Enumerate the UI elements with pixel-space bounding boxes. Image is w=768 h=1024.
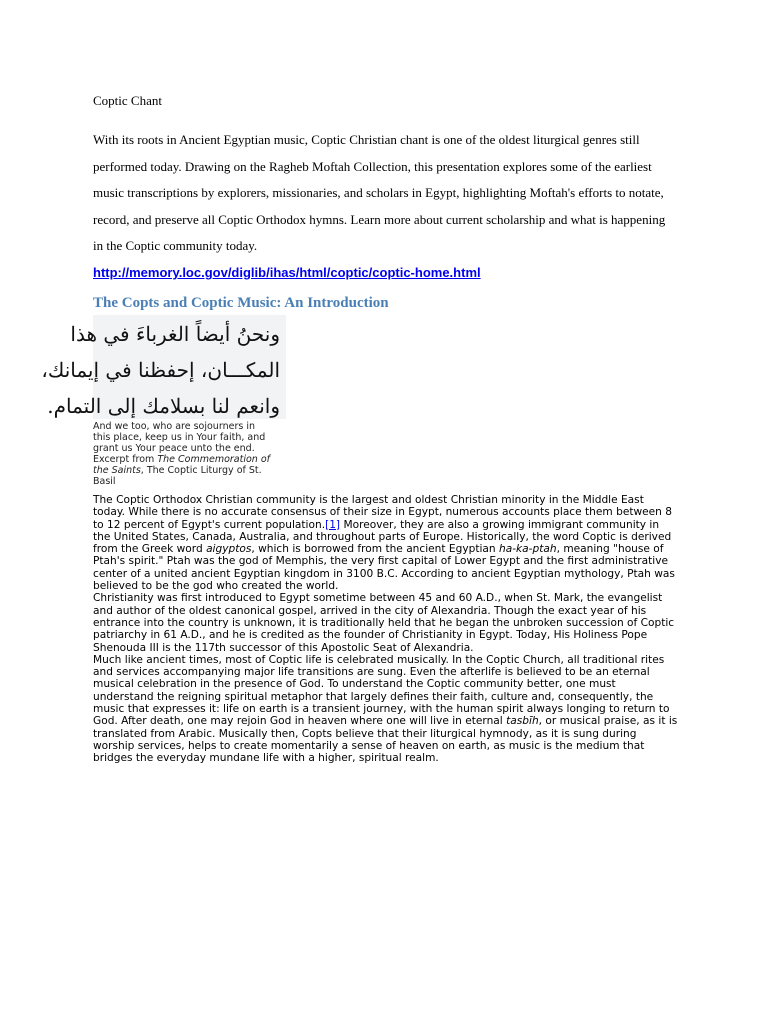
caption-text-1: And we too, who are sojourners in this place, keep us in Your faith, and grant us Your peace unto the end. Excerpt from [93, 421, 266, 465]
term-ha-ka-ptah: ha-ka-ptah [499, 543, 557, 556]
coptic-home-link[interactable]: http://memory.loc.gov/diglib/ihas/html/coptic/coptic-home.html [93, 265, 481, 280]
arabic-calligraphy-image [41, 315, 286, 419]
intro-paragraph: With its roots in Ancient Egyptian music, Coptic Christian chant is one of the oldest liturgical genres still performed today. Drawing on the Ragheb Moftah Collection, this presentation explores some of the earliest music transcriptions by explorers, missionaries, and scholars in Egypt, highlighting Moftah's efforts to notate, record, and preserve all Coptic Orthodox hymns. Learn more about current scholarship and what is happening in the Coptic community today. [93, 132, 666, 253]
p1-text-a: The Coptic Orthodox Christian community is the largest and oldest Christian minority in the Middle East today. While there is no accurate consensus of their size in Egypt, numerous accounts place them between 8 to 12 percent of Egypt's current population. [93, 494, 673, 531]
p1-text-b: Moreover, they are also a growing immigrant community in the United States, Canada, Australia, and throughout parts of Europe. Historically, the word Coptic is derived from the Greek word [93, 518, 672, 556]
body-text [93, 494, 678, 765]
p1-text-d: , meaning "house of Ptah's spirit." Ptah was the god of Memphis, the very first capital of Lower Egypt and the first administrative center of a united ancient Egyptian kingdom in 3100 B.C. According to ancient Egyptian mythology, Ptah was believed to be the god who created the world. [93, 543, 675, 593]
arabic-line-3: وانعم لنا بسلامك إلى التمام. [47, 394, 280, 418]
body-paragraph-1 [93, 494, 678, 592]
body-paragraph-3 [93, 654, 678, 765]
body-paragraph-2: Christianity was first introduced to Egypt sometime between 45 and 60 A.D., when St. Mark, the evangelist and author of the oldest canonical gospel, arrived in the city of Alexandria. Though the exact year of his entrance into the country is unknown, it is traditionally held that he began the unbroken succession of Coptic patriarchy in 61 A.D., and he is credited as the founder of Christianity in Egypt. Today, His Holiness Pope Shenouda III is the 117th successor of this Apostolic Seat of Alexandria. [93, 592, 675, 654]
arabic-line-1: ونحنُ أيضاً الغرباءَ في هذا [70, 322, 280, 346]
p1-text-c: , which is borrowed from the ancient Egyptian [251, 543, 500, 556]
p3-text-b: , or musical praise, as it is translated from Arabic. Musically then, Copts believe that their liturgical hymnody, as it is sung during worship services, helps to create momentarily a sense of heaven on earth, as music is the medium that bridges the everyday mundane life with a higher, spiritual realm. [93, 715, 678, 765]
arabic-line-2: المكـــان، إحفظنا في إيمانك، [41, 358, 280, 382]
footnote-link[interactable]: [1] [325, 518, 341, 531]
image-caption [93, 421, 273, 487]
p3-text-a: Much like ancient times, most of Coptic life is celebrated musically. In the Coptic Church, all traditional rites and services accompanying major life transitions are sung. Even the afterlife is believed to be an eternal musical celebration in the presence of God. To understand the Coptic community better, one must understand the reigning spiritual metaphor that largely defines their faith, culture and, consequently, the music that expresses it: life on earth is a transient journey, with the human spirit always longing to return to God. After death, one may rejoin God in heaven where one will live in eternal [93, 653, 670, 728]
section-heading: The Copts and Coptic Music: An Introduction [93, 295, 389, 311]
term-tasbih: tasbīh [506, 715, 539, 728]
caption-italic-title: The Commemoration of the Saints [93, 454, 270, 476]
page-title: Coptic Chant [93, 93, 162, 108]
caption-text-2: , The Coptic Liturgy of St. Basil [93, 465, 262, 487]
term-aigyptos: aigyptos [206, 543, 252, 556]
